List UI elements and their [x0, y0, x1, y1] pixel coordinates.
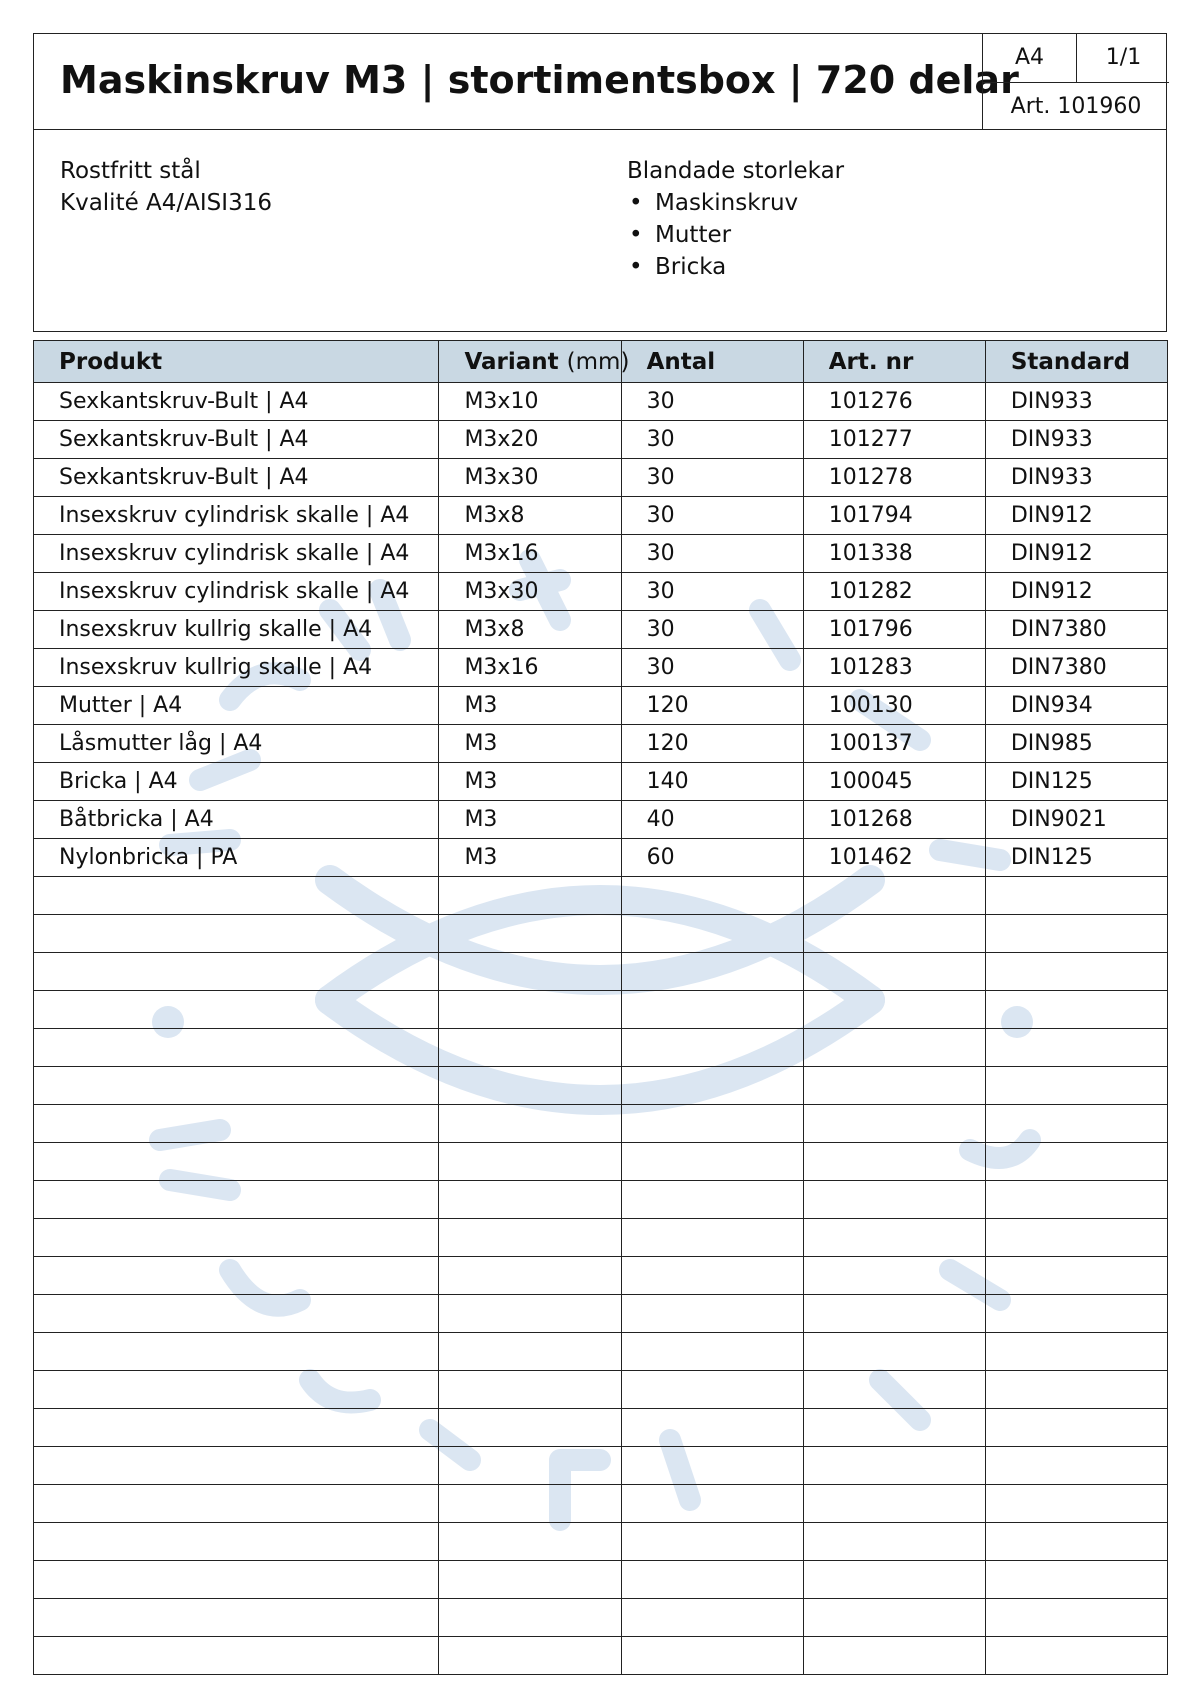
empty-cell [34, 1181, 439, 1219]
empty-cell [621, 1447, 803, 1485]
table-row [34, 725, 1168, 763]
cell-article-number: 101338 [803, 535, 985, 573]
cell-variant: M3x30 [439, 573, 621, 611]
empty-cell [803, 1447, 985, 1485]
table-row [34, 649, 1168, 687]
empty-cell [803, 991, 985, 1029]
column-header-standard: Standard [985, 341, 1167, 383]
empty-table-row [34, 1561, 1168, 1599]
empty-cell [803, 1561, 985, 1599]
cell-article-number: 100045 [803, 763, 985, 801]
cell-product: Mutter | A4 [34, 687, 439, 725]
empty-cell [439, 953, 621, 991]
empty-cell [985, 1295, 1167, 1333]
cell-quantity: 30 [621, 383, 803, 421]
empty-cell [439, 877, 621, 915]
cell-article-number: 101462 [803, 839, 985, 877]
cell-quantity: 30 [621, 459, 803, 497]
cell-quantity: 30 [621, 421, 803, 459]
empty-table-row [34, 1219, 1168, 1257]
bullet-icon: • [629, 190, 643, 216]
cell-article-number: 101283 [803, 649, 985, 687]
cell-article-number: 101278 [803, 459, 985, 497]
list-item: • Mutter [627, 219, 844, 251]
table-row [34, 535, 1168, 573]
empty-cell [985, 1599, 1167, 1637]
empty-cell [621, 1523, 803, 1561]
table-row [34, 459, 1168, 497]
empty-cell [34, 1257, 439, 1295]
empty-cell [985, 1067, 1167, 1105]
empty-cell [985, 1409, 1167, 1447]
empty-cell [439, 1485, 621, 1523]
cell-variant: M3 [439, 839, 621, 877]
empty-cell [439, 1029, 621, 1067]
empty-cell [34, 1409, 439, 1447]
cell-quantity: 30 [621, 649, 803, 687]
empty-cell [621, 1561, 803, 1599]
cell-article-number: 101268 [803, 801, 985, 839]
empty-cell [985, 1029, 1167, 1067]
empty-cell [985, 1485, 1167, 1523]
material-info [60, 155, 272, 219]
cell-variant: M3x16 [439, 649, 621, 687]
empty-cell [985, 877, 1167, 915]
empty-cell [985, 1181, 1167, 1219]
table-row [34, 421, 1168, 459]
cell-variant: M3 [439, 801, 621, 839]
empty-cell [439, 1523, 621, 1561]
cell-product: Låsmutter låg | A4 [34, 725, 439, 763]
empty-cell [439, 1067, 621, 1105]
cell-article-number: 101276 [803, 383, 985, 421]
empty-table-row [34, 991, 1168, 1029]
empty-cell [439, 1105, 621, 1143]
empty-cell [621, 1105, 803, 1143]
empty-cell [985, 1637, 1167, 1675]
empty-cell [621, 1409, 803, 1447]
document-header [33, 33, 1167, 129]
empty-cell [803, 1105, 985, 1143]
cell-quantity: 120 [621, 687, 803, 725]
empty-table-row [34, 1067, 1168, 1105]
table-row [34, 687, 1168, 725]
cell-quantity: 140 [621, 763, 803, 801]
cell-standard: DIN912 [985, 497, 1167, 535]
cell-standard: DIN985 [985, 725, 1167, 763]
cell-article-number: 101277 [803, 421, 985, 459]
cell-quantity: 30 [621, 535, 803, 573]
cell-quantity: 120 [621, 725, 803, 763]
page-number: 1/1 [1076, 34, 1170, 82]
cell-product: Insexskruv cylindrisk skalle | A4 [34, 535, 439, 573]
empty-cell [621, 1067, 803, 1105]
parts-table [33, 340, 1168, 1675]
empty-cell [34, 1219, 439, 1257]
empty-cell [34, 1143, 439, 1181]
empty-cell [803, 1067, 985, 1105]
cell-variant: M3 [439, 725, 621, 763]
empty-cell [34, 1637, 439, 1675]
cell-standard: DIN933 [985, 383, 1167, 421]
empty-cell [803, 877, 985, 915]
cell-product: Nylonbricka | PA [34, 839, 439, 877]
empty-cell [34, 915, 439, 953]
empty-table-row [34, 1485, 1168, 1523]
cell-standard: DIN933 [985, 459, 1167, 497]
empty-cell [621, 1333, 803, 1371]
column-header-product: Produkt [34, 341, 439, 383]
empty-cell [34, 953, 439, 991]
table-row [34, 573, 1168, 611]
empty-cell [621, 1181, 803, 1219]
cell-product: Insexskruv cylindrisk skalle | A4 [34, 497, 439, 535]
empty-cell [803, 915, 985, 953]
cell-standard: DIN7380 [985, 649, 1167, 687]
empty-cell [439, 1637, 621, 1675]
cell-article-number: 101794 [803, 497, 985, 535]
empty-cell [439, 991, 621, 1029]
variant-unit: (mm) [566, 348, 630, 375]
empty-table-row [34, 1029, 1168, 1067]
cell-standard: DIN125 [985, 839, 1167, 877]
empty-cell [803, 1637, 985, 1675]
cell-product: Insexskruv kullrig skalle | A4 [34, 649, 439, 687]
table-row [34, 611, 1168, 649]
empty-table-row [34, 1637, 1168, 1675]
empty-table-row [34, 1409, 1168, 1447]
empty-cell [803, 1143, 985, 1181]
cell-product: Bricka | A4 [34, 763, 439, 801]
empty-cell [34, 877, 439, 915]
empty-cell [621, 1599, 803, 1637]
quality-label: Kvalité A4/AISI316 [60, 190, 272, 216]
empty-cell [439, 915, 621, 953]
empty-cell [803, 1257, 985, 1295]
cell-article-number: 100130 [803, 687, 985, 725]
empty-table-row [34, 1371, 1168, 1409]
empty-cell [621, 1029, 803, 1067]
empty-cell [34, 1561, 439, 1599]
empty-table-row [34, 1295, 1168, 1333]
cell-quantity: 30 [621, 497, 803, 535]
empty-cell [439, 1181, 621, 1219]
empty-table-row [34, 1599, 1168, 1637]
empty-cell [985, 1143, 1167, 1181]
cell-standard: DIN934 [985, 687, 1167, 725]
empty-cell [803, 1523, 985, 1561]
cell-variant: M3x16 [439, 535, 621, 573]
cell-quantity: 60 [621, 839, 803, 877]
table-row [34, 763, 1168, 801]
info-box [33, 129, 1167, 332]
empty-cell [621, 1485, 803, 1523]
cell-variant: M3 [439, 687, 621, 725]
cell-variant: M3x10 [439, 383, 621, 421]
empty-table-row [34, 877, 1168, 915]
empty-cell [985, 915, 1167, 953]
empty-cell [439, 1561, 621, 1599]
empty-cell [34, 1485, 439, 1523]
empty-cell [803, 1219, 985, 1257]
cell-product: Sexkantskruv-Bult | A4 [34, 421, 439, 459]
empty-cell [34, 991, 439, 1029]
cell-variant: M3x8 [439, 497, 621, 535]
cell-standard: DIN912 [985, 573, 1167, 611]
empty-table-row [34, 953, 1168, 991]
empty-cell [621, 877, 803, 915]
cell-quantity: 30 [621, 611, 803, 649]
empty-cell [803, 1599, 985, 1637]
empty-cell [985, 1333, 1167, 1371]
empty-cell [985, 953, 1167, 991]
table-header-row [34, 341, 1168, 383]
empty-cell [439, 1333, 621, 1371]
contents-info [627, 155, 844, 283]
cell-product: Sexkantskruv-Bult | A4 [34, 383, 439, 421]
empty-cell [985, 1257, 1167, 1295]
list-item: • Maskinskruv [627, 187, 844, 219]
cell-article-number: 101796 [803, 611, 985, 649]
empty-cell [985, 1105, 1167, 1143]
empty-cell [803, 1371, 985, 1409]
empty-cell [439, 1257, 621, 1295]
empty-cell [34, 1029, 439, 1067]
empty-cell [34, 1067, 439, 1105]
empty-cell [439, 1371, 621, 1409]
cell-standard: DIN7380 [985, 611, 1167, 649]
empty-cell [34, 1523, 439, 1561]
empty-cell [34, 1105, 439, 1143]
empty-table-row [34, 915, 1168, 953]
bullet-icon: • [629, 222, 643, 248]
empty-cell [985, 1447, 1167, 1485]
cell-product: Sexkantskruv-Bult | A4 [34, 459, 439, 497]
table-row [34, 839, 1168, 877]
empty-cell [439, 1295, 621, 1333]
column-header-quantity: Antal [621, 341, 803, 383]
empty-table-row [34, 1523, 1168, 1561]
empty-table-row [34, 1105, 1168, 1143]
empty-cell [439, 1219, 621, 1257]
empty-cell [803, 1409, 985, 1447]
empty-cell [621, 953, 803, 991]
empty-cell [985, 1219, 1167, 1257]
cell-article-number: 101282 [803, 573, 985, 611]
empty-cell [439, 1447, 621, 1485]
empty-cell [803, 1029, 985, 1067]
empty-cell [803, 1181, 985, 1219]
cell-standard: DIN912 [985, 535, 1167, 573]
cell-product: Insexskruv cylindrisk skalle | A4 [34, 573, 439, 611]
cell-quantity: 40 [621, 801, 803, 839]
column-header-article: Art. nr [803, 341, 985, 383]
paper-size: A4 [1014, 45, 1045, 70]
empty-cell [621, 1143, 803, 1181]
empty-cell [621, 1257, 803, 1295]
empty-cell [34, 1295, 439, 1333]
cell-variant: M3x20 [439, 421, 621, 459]
empty-cell [439, 1409, 621, 1447]
cell-standard: DIN933 [985, 421, 1167, 459]
article-number: Art. 101960 [983, 82, 1169, 131]
empty-cell [985, 1561, 1167, 1599]
empty-cell [621, 915, 803, 953]
empty-table-row [34, 1447, 1168, 1485]
cell-product: Båtbricka | A4 [34, 801, 439, 839]
empty-cell [34, 1333, 439, 1371]
mix-heading: Blandade storlekar [627, 158, 845, 184]
cell-variant: M3x30 [439, 459, 621, 497]
empty-cell [621, 991, 803, 1029]
cell-product: Insexskruv kullrig skalle | A4 [34, 611, 439, 649]
empty-cell [985, 991, 1167, 1029]
cell-standard: DIN9021 [985, 801, 1167, 839]
empty-cell [803, 1333, 985, 1371]
table-row [34, 383, 1168, 421]
material-label: Rostfritt stål [60, 158, 201, 184]
empty-cell [621, 1637, 803, 1675]
empty-table-row [34, 1257, 1168, 1295]
cell-standard: DIN125 [985, 763, 1167, 801]
empty-table-row [34, 1143, 1168, 1181]
table-row [34, 497, 1168, 535]
empty-cell [621, 1371, 803, 1409]
empty-cell [621, 1219, 803, 1257]
document-title: Maskinskruv M3 | stortimentsbox | 720 delar [60, 58, 1019, 102]
empty-cell [439, 1143, 621, 1181]
empty-cell [803, 1295, 985, 1333]
empty-cell [34, 1447, 439, 1485]
empty-cell [803, 1485, 985, 1523]
empty-cell [985, 1523, 1167, 1561]
cell-quantity: 30 [621, 573, 803, 611]
column-header-variant: Variant (mm) [439, 341, 621, 383]
empty-table-row [34, 1333, 1168, 1371]
table-row [34, 801, 1168, 839]
empty-cell [34, 1599, 439, 1637]
cell-article-number: 100137 [803, 725, 985, 763]
list-item: • Bricka [627, 251, 844, 283]
empty-cell [34, 1371, 439, 1409]
empty-table-row [34, 1181, 1168, 1219]
empty-cell [621, 1295, 803, 1333]
bullet-icon: • [629, 254, 643, 280]
empty-cell [439, 1599, 621, 1637]
cell-variant: M3 [439, 763, 621, 801]
cell-variant: M3x8 [439, 611, 621, 649]
empty-cell [985, 1371, 1167, 1409]
empty-cell [803, 953, 985, 991]
header-meta [982, 34, 1169, 130]
mix-list [627, 187, 844, 283]
table-body [34, 383, 1168, 1675]
